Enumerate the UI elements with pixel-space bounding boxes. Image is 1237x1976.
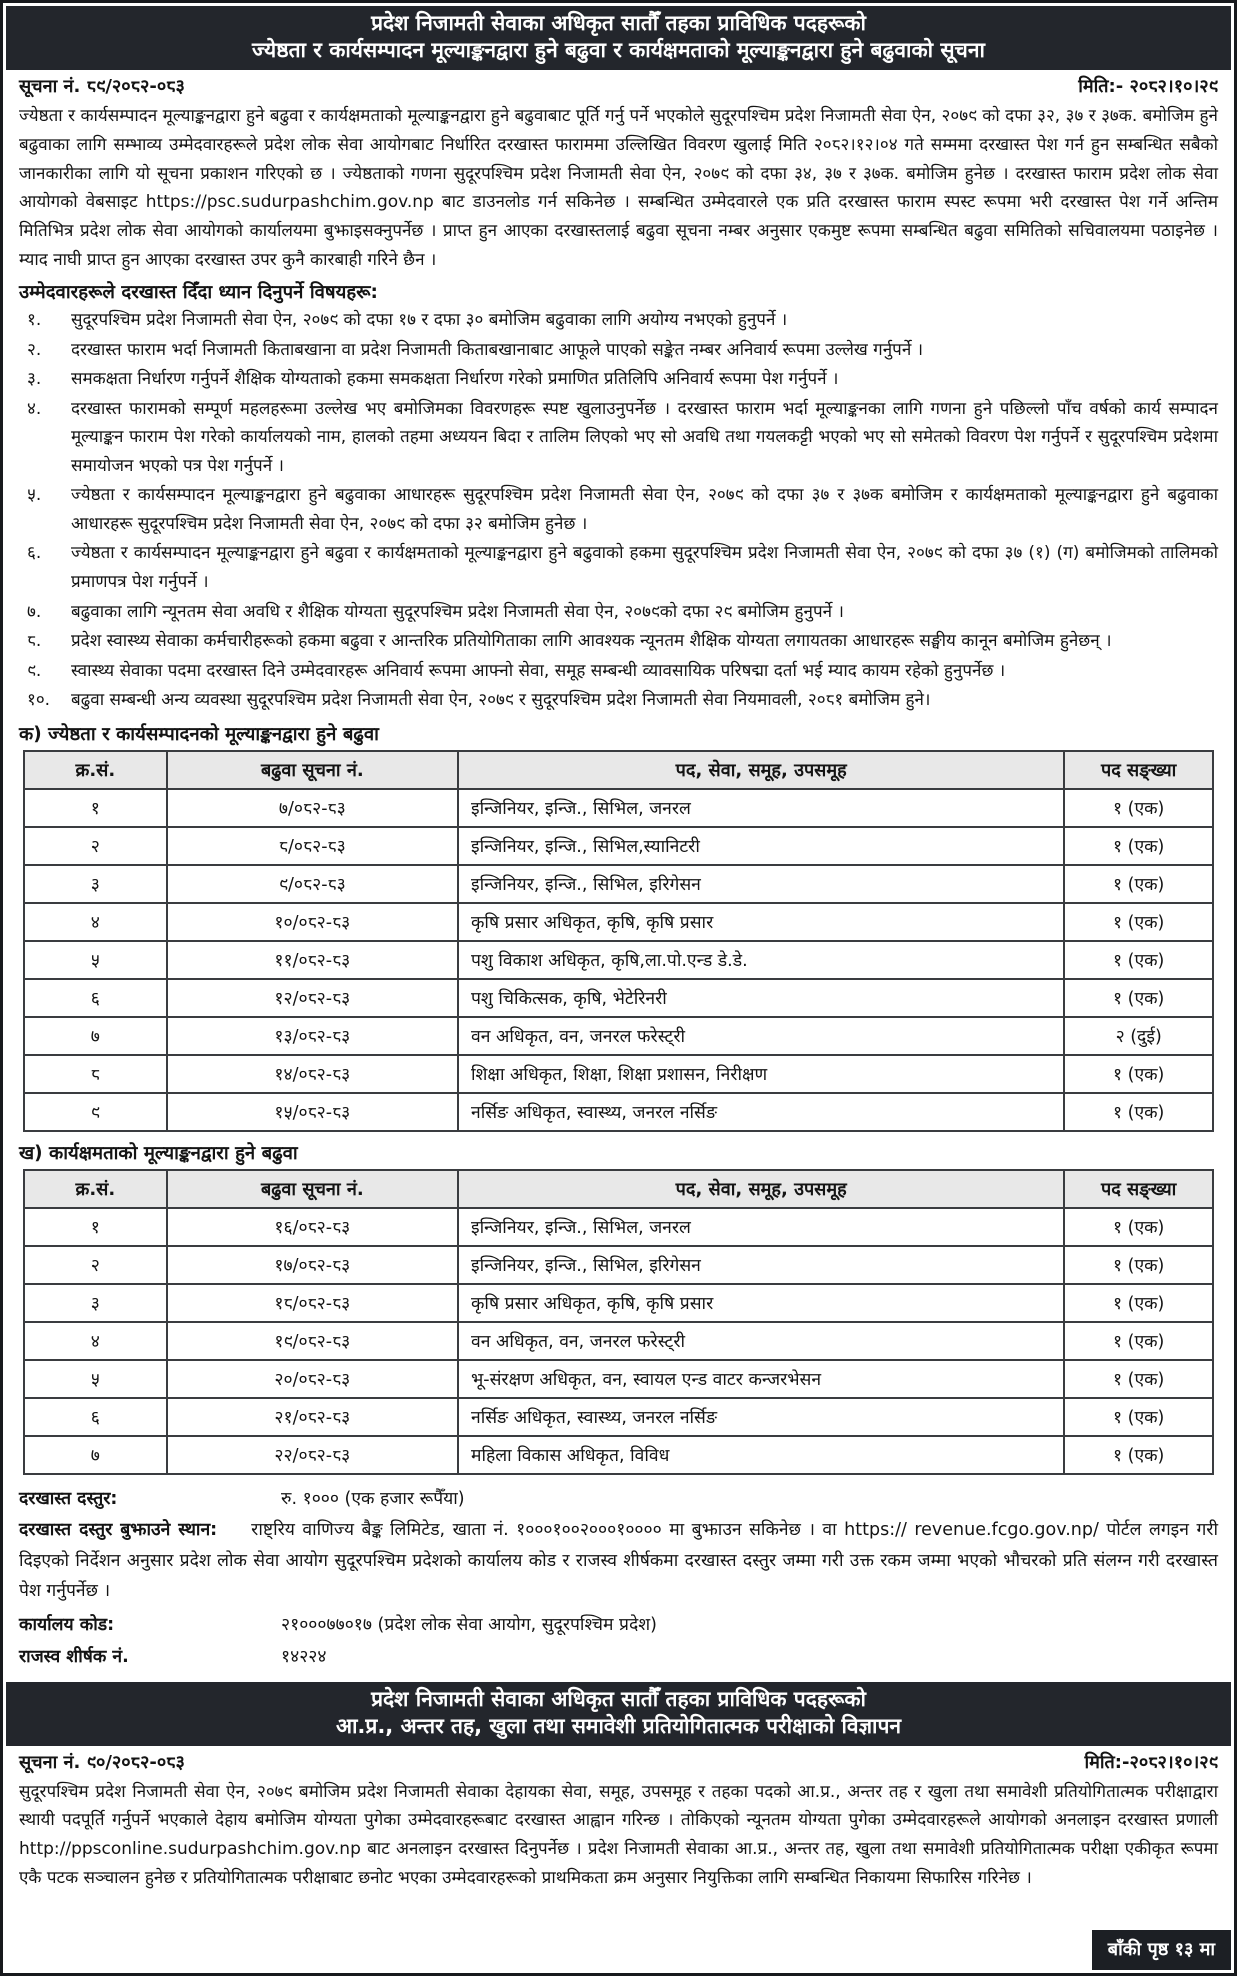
table-row — [24, 1436, 1213, 1474]
cell-position: महिला विकास अधिकृत, विविध — [458, 1436, 1064, 1474]
notice2-date: मिति:-२०८२।१०।२९ — [1084, 1751, 1218, 1773]
column-header-serial: क्र.सं. — [24, 751, 167, 789]
payment-place-label: दरखास्त दस्तुर बुझाउने स्थान: — [19, 1520, 218, 1541]
column-header-count: पद सङ्ख्या — [1064, 1170, 1213, 1208]
list-item — [19, 306, 1218, 335]
cell-position: वन अधिकृत, वन, जनरल फरेस्ट्री — [458, 1017, 1064, 1055]
cell-serial: ४ — [24, 903, 167, 941]
cell-serial: ६ — [24, 979, 167, 1017]
notice2-banner-line1: प्रदेश निजामती सेवाका अधिकृत सातौँ तहका प्राविधिक पदहरूको — [371, 1686, 866, 1711]
cell-serial: २ — [24, 1246, 167, 1284]
cell-serial: ३ — [24, 1284, 167, 1322]
table-header-row — [24, 751, 1213, 789]
cell-notice-no: १६/०८२-८३ — [167, 1208, 458, 1246]
cell-notice-no: ९/०८२-८३ — [167, 865, 458, 903]
notice1-banner — [6, 6, 1231, 70]
cell-notice-no: १०/०८२-८३ — [167, 903, 458, 941]
table-row — [24, 1246, 1213, 1284]
attention-heading: उम्मेदवारहरूले दरखास्त दिँदा ध्यान दिनुपर्ने विषयहरू: — [19, 282, 378, 304]
cell-count: १ (एक) — [1064, 903, 1213, 941]
table-row — [24, 979, 1213, 1017]
notice1-date: मिति:- २०८२।१०।२९ — [1078, 75, 1218, 97]
cell-position: नर्सिङ अधिकृत, स्वास्थ्य, जनरल नर्सिङ — [458, 1398, 1064, 1436]
column-header-notice-no: बढुवा सूचना नं. — [167, 751, 458, 789]
cell-notice-no: १७/०८२-८३ — [167, 1246, 458, 1284]
capability-promotion-table — [23, 1169, 1214, 1475]
office-code-label: कार्यालय कोड: — [19, 1615, 115, 1635]
payment-place-value: राष्ट्रिय वाणिज्य बैङ्क लिमिटेड, खाता नं. १०००१००२०००१०००० मा बुझाउन सकिनेछ । वा https:// revenue.fcgo.gov.np/ पोर्टल लगइन गरी दिइएको निर्देशन अनुसार प्रदेश लोक सेवा आयोग सुदूरपश्चिम प्रदेशको कार्यालय कोड र राजस्व शीर्षकमा दरखास्त दस्तुर जम्मा गरी उक्त रकम जम्मा भएको भौचरको प्रति संलग्न गरी दरखास्त पेश गर्नुपर्नेछ । — [19, 1520, 1218, 1602]
cell-position: भू-संरक्षण अधिकृत, वन, स्वायल एन्ड वाटर कन्जरभेसन — [458, 1360, 1064, 1398]
cell-notice-no: २२/०८२-८३ — [167, 1436, 458, 1474]
cell-position: पशु विकाश अधिकृत, कृषि,ला.पो.एन्ड डे.डे. — [458, 941, 1064, 979]
notice2-meta — [19, 1750, 1218, 1774]
list-item-number: ७. — [27, 601, 42, 622]
list-item-number: ३. — [27, 369, 42, 390]
table-row — [24, 903, 1213, 941]
cell-serial: ३ — [24, 865, 167, 903]
cell-count: १ (एक) — [1064, 789, 1213, 827]
cell-notice-no: १३/०८२-८३ — [167, 1017, 458, 1055]
list-item-number: ६. — [27, 543, 42, 564]
cell-count: १ (एक) — [1064, 1436, 1213, 1474]
list-item-number: ४. — [27, 398, 42, 419]
list-item-number: १. — [27, 310, 42, 331]
cell-count: १ (एक) — [1064, 1208, 1213, 1246]
seniority-promotion-table — [23, 750, 1214, 1132]
column-header-notice-no: बढुवा सूचना नं. — [167, 1170, 458, 1208]
notice2-banner — [6, 1682, 1231, 1746]
cell-position: इन्जिनियर, इन्जि., सिभिल,स्यानिटरी — [458, 827, 1064, 865]
cell-serial: ७ — [24, 1436, 167, 1474]
list-item-number: ८. — [27, 631, 42, 652]
notice2-number: सूचना नं. ९०/२०८२-०८३ — [19, 1751, 185, 1773]
cell-count: १ (एक) — [1064, 979, 1213, 1017]
cell-position: शिक्षा अधिकृत, शिक्षा, शिक्षा प्रशासन, निरीक्षण — [458, 1055, 1064, 1093]
cell-notice-no: १४/०८२-८३ — [167, 1055, 458, 1093]
list-item — [19, 598, 1218, 627]
list-item-number: ९. — [27, 660, 42, 681]
cell-count: १ (एक) — [1064, 827, 1213, 865]
cell-position: नर्सिङ अधिकृत, स्वास्थ्य, जनरल नर्सिङ — [458, 1093, 1064, 1131]
table-row — [24, 1398, 1213, 1436]
list-item — [19, 336, 1218, 365]
list-item-text: दरखास्त फाराम भर्दा निजामती किताबखाना वा प्रदेश निजामती किताबखानाबाट आफूले पाएको सङ्केत नम्बर अनिवार्य रूपमा उल्लेख गर्नुपर्ने । — [71, 339, 924, 360]
cell-notice-no: ८/०८२-८३ — [167, 827, 458, 865]
section-b-heading: ख) कार्यक्षमताको मूल्याङ्कनद्वारा हुने बढुवा — [19, 1142, 298, 1164]
table-row — [24, 1322, 1213, 1360]
cell-count: १ (एक) — [1064, 1322, 1213, 1360]
application-fee-value: रु. १००० (एक हजार रूपैँया) — [281, 1488, 465, 1509]
cell-count: १ (एक) — [1064, 1284, 1213, 1322]
cell-position: पशु चिकित्सक, कृषि, भेटेरिनरी — [458, 979, 1064, 1017]
cell-position: इन्जिनियर, इन्जि., सिभिल, इरिगेसन — [458, 865, 1064, 903]
list-item-number: ५. — [27, 485, 42, 506]
cell-position: इन्जिनियर, इन्जि., सिभिल, जनरल — [458, 789, 1064, 827]
table-header-row — [24, 1170, 1213, 1208]
list-item-text: ज्येष्ठता र कार्यसम्पादन मूल्याङ्कनद्वारा हुने बढुवाका आधारहरू सुदूरपश्चिम प्रदेश निजामती सेवा ऐन, २०७९ को दफा ३७ र ३७क बमोजिम र कार्यक्षमताको मूल्याङ्कनद्वारा हुने बढुवाका आधारहरू सुदूरपश्चिम प्रदेश निजामती सेवा ऐन, २०७९ को दफा ३२ बमोजिम हुनेछ । — [71, 485, 1218, 534]
list-item — [19, 365, 1218, 394]
revenue-head-label: राजस्व शीर्षक नं. — [19, 1647, 129, 1668]
list-item-text: ज्येष्ठता र कार्यसम्पादन मूल्याङ्कनद्वारा हुने बढुवा र कार्यक्षमताको मूल्याङ्कनद्वारा हुने बढुवाको हकमा सुदूरपश्चिम प्रदेश निजामती सेवा ऐन, २०७९ को दफा ३७ (१) (ग) बमोजिमको तालिमको प्रमाणपत्र पेश गर्नुपर्ने । — [71, 543, 1218, 593]
cell-notice-no: २१/०८२-८३ — [167, 1398, 458, 1436]
cell-serial: १ — [24, 789, 167, 827]
list-item-text: समकक्षता निर्धारण गर्नुपर्ने शैक्षिक योग्यताको हकमा समकक्षता निर्धारण गरेको प्रमाणित प्रतिलिपि अनिवार्य रूपमा पेश गर्नुपर्ने । — [71, 369, 839, 390]
cell-notice-no: ११/०८२-८३ — [167, 941, 458, 979]
list-item-text: सुदूरपश्चिम प्रदेश निजामती सेवा ऐन, २०७९ को दफा १७ र दफा ३० बमोजिम बढुवाका लागि अयोग्य नभएको हुनुपर्ने । — [71, 310, 788, 331]
notice2-body-paragraph: सुदूरपश्चिम प्रदेश निजामती सेवा ऐन, २०७९ बमोजिम प्रदेश निजामती सेवाका देहायका सेवा, समूह, उपसमूह र तहका पदको आ.प्र., अन्तर तह र खुला तथा समावेशी प्रतियोगितात्मक परीक्षाद्वारा स्थायी पदपूर्ति गर्नुपर्ने भएकाले देहाय बमोजिम योग्यता पुगेका उम्मेदवारहरूबाट दरखास्त आह्वान गरिन्छ । तोकिएको न्यूनतम योग्यता पुगेका उम्मेदवारहरूले आयोगको अनलाइन दरखास्त प्रणाली http://ppsconline.sudurpashchim.gov.np बाट अनलाइन दरखास्त दिनुपर्नेछ । प्रदेश निजामती सेवाका आ.प्र., अन्तर तह, खुला तथा समावेशी प्रतियोगितात्मक परीक्षा एकीकृत रूपमा एकै पटक सञ्चालन हुनेछ र प्रतियोगितात्मक परीक्षाबाट छनोट भएका उम्मेदवारहरूको प्राथमिकता क्रम अनुसार नियुक्तिका लागि सम्बन्धित निकायमा सिफारिस गरिनेछ । — [19, 1781, 1218, 1889]
revenue-head-row — [19, 1641, 1218, 1673]
cell-serial: १ — [24, 1208, 167, 1246]
notice1-meta — [19, 74, 1218, 98]
cell-serial: ४ — [24, 1322, 167, 1360]
table-row — [24, 827, 1213, 865]
list-item — [19, 481, 1218, 538]
cell-notice-no: ७/०८२-८३ — [167, 789, 458, 827]
cell-count: १ (एक) — [1064, 941, 1213, 979]
table-row — [24, 1017, 1213, 1055]
section-a-heading: क) ज्येष्ठता र कार्यसम्पादनको मूल्याङ्कनद्वारा हुने बढुवा — [19, 723, 379, 745]
application-fee-label: दरखास्त दस्तुर: — [19, 1488, 118, 1509]
cell-serial: ९ — [24, 1093, 167, 1131]
column-header-count: पद सङ्ख्या — [1064, 751, 1213, 789]
cell-serial: ८ — [24, 1055, 167, 1093]
continued-page-badge: बाँकी पृष्ठ १३ मा — [1092, 1930, 1231, 1970]
list-item-text: प्रदेश स्वास्थ्य सेवाका कर्मचारीहरूको हकमा बढुवा र आन्तरिक प्रतियोगिताका लागि आवश्यक न्यूनतम शैक्षिक योग्यता लगायतका आधारहरू सङ्घीय कानून बमोजिम हुनेछन् । — [71, 631, 1112, 652]
cell-serial: ५ — [24, 941, 167, 979]
list-item — [19, 539, 1218, 596]
table-row — [24, 1360, 1213, 1398]
table-row — [24, 1208, 1213, 1246]
list-item-text: बढुवा सम्बन्धी अन्य व्यवस्था सुदूरपश्चिम प्रदेश निजामती सेवा ऐन, २०७९ र सुदूरपश्चिम प्रदेश निजामती सेवा नियमावली, २०८१ बमोजिम हुने। — [71, 690, 931, 711]
list-item — [19, 395, 1218, 481]
list-item-number: १०. — [27, 690, 51, 711]
cell-position: कृषि प्रसार अधिकृत, कृषि, कृषि प्रसार — [458, 903, 1064, 941]
cell-notice-no: २०/०८२-८३ — [167, 1360, 458, 1398]
list-item — [19, 686, 1218, 715]
cell-count: १ (एक) — [1064, 1093, 1213, 1131]
table-row — [24, 1284, 1213, 1322]
revenue-head-value: १४२२४ — [281, 1647, 327, 1668]
cell-position: इन्जिनियर, इन्जि., सिभिल, इरिगेसन — [458, 1246, 1064, 1284]
cell-serial: ५ — [24, 1360, 167, 1398]
table-row — [24, 1093, 1213, 1131]
notice1-banner-line1: प्रदेश निजामती सेवाका अधिकृत सातौँ तहका प्राविधिक पदहरूको — [371, 11, 866, 35]
cell-notice-no: १८/०८२-८३ — [167, 1284, 458, 1322]
list-item — [19, 627, 1218, 656]
application-fee-row — [19, 1483, 1218, 1515]
column-header-position: पद, सेवा, समूह, उपसमूह — [458, 1170, 1064, 1208]
notice1-intro-paragraph: ज्येष्ठता र कार्यसम्पादन मूल्याङ्कनद्वारा हुने बढुवा र कार्यक्षमताको मूल्याङ्कनद्वारा हुने बढुवाबाट पूर्ति गर्नु पर्ने भएकोले सुदूरपश्चिम प्रदेश निजामती सेवा ऐन, २०७९ को दफा ३२, ३७ र ३७क. बमोजिम हुने बढुवाका लागि सम्भाव्य उम्मेदवारहरूले प्रदेश लोक सेवा आयोगबाट निर्धारित दरखास्त फाराममा उल्लिखित विवरण खुलाई मिति २०८२।१२।०४ गते सम्ममा दरखास्त पेश गर्न हुन सम्बन्धित सबैको जानकारीका लागि यो सूचना प्रकाशन गरिएको छ । ज्येष्ठताको गणना सुदूरपश्चिम प्रदेश निजामती सेवा ऐन, २०७९ को दफा ३४, ३७ र ३७क. बमोजिम हुनेछ । दरखास्त फाराम प्रदेश लोक सेवा आयोगको वेबसाइट https://psc.sudurpashchim.gov.np बाट डाउनलोड गर्न सकिनेछ । सम्बन्धित उम्मेदवारले एक प्रति दरखास्त फाराम स्पस्ट रूपमा भरी दरखास्त पेश गर्ने अन्तिम मितिभित्र प्रदेश लोक सेवा आयोगको कार्यालयमा बुझाइसक्नुपर्नेछ । प्राप्त हुन आएका दरखास्तलाई बढुवा सूचना नम्बर अनुसार एकमुष्ट रूपमा सम्बन्धित बढुवा समितिको सचिवालयमा पठाइनेछ । म्याद नाघी प्राप्त हुन आएका दरखास्त उपर कुनै कारबाही गरिने छैन । — [19, 105, 1218, 271]
cell-position: वन अधिकृत, वन, जनरल फरेस्ट्री — [458, 1322, 1064, 1360]
notice1-banner-line2: ज्येष्ठता र कार्यसम्पादन मूल्याङ्कनद्वारा हुने बढुवा र कार्यक्षमताको मूल्याङ्कनद्वारा हुने बढुवाको सूचना — [252, 37, 985, 62]
cell-count: १ (एक) — [1064, 1055, 1213, 1093]
list-item-text: स्वास्थ्य सेवाका पदमा दरखास्त दिने उम्मेदवारहरू अनिवार्य रूपमा आफ्नो सेवा, समूह सम्बन्धी व्यावसायिक परिषद्मा दर्ता भई म्याद कायम रहेको हुनुपर्नेछ । — [71, 660, 1006, 681]
notice1-number: सूचना नं. ८९/२०८२-०८३ — [19, 75, 185, 97]
cell-serial: २ — [24, 827, 167, 865]
cell-notice-no: १९/०८२-८३ — [167, 1322, 458, 1360]
cell-serial: ७ — [24, 1017, 167, 1055]
list-item — [19, 657, 1218, 686]
cell-serial: ६ — [24, 1398, 167, 1436]
table-row — [24, 865, 1213, 903]
cell-count: १ (एक) — [1064, 1246, 1213, 1284]
cell-notice-no: १५/०८२-८३ — [167, 1093, 458, 1131]
cell-count: १ (एक) — [1064, 865, 1213, 903]
cell-position: कृषि प्रसार अधिकृत, कृषि, कृषि प्रसार — [458, 1284, 1064, 1322]
list-item-text: बढुवाका लागि न्यूनतम सेवा अवधि र शैक्षिक योग्यता सुदूरपश्चिम प्रदेश निजामती सेवा ऐन, २०७९को दफा २९ बमोजिम हुनुपर्ने । — [71, 601, 844, 622]
cell-count: १ (एक) — [1064, 1398, 1213, 1436]
cell-count: १ (एक) — [1064, 1360, 1213, 1398]
column-header-position: पद, सेवा, समूह, उपसमूह — [458, 751, 1064, 789]
table-row — [24, 789, 1213, 827]
cell-position: इन्जिनियर, इन्जि., सिभिल, जनरल — [458, 1208, 1064, 1246]
table-row — [24, 1055, 1213, 1093]
payment-place-row — [19, 1515, 1218, 1607]
attention-points-list — [19, 306, 1218, 715]
cell-count: २ (दुई) — [1064, 1017, 1213, 1055]
office-code-value: २१०००७७०१७ (प्रदेश लोक सेवा आयोग, सुदूरपश्चिम प्रदेश) — [281, 1615, 658, 1635]
cell-notice-no: १२/०८२-८३ — [167, 979, 458, 1017]
table-row — [24, 941, 1213, 979]
notice2-banner-line2: आ.प्र., अन्तर तह, खुला तथा समावेशी प्रतियोगितात्मक परीक्षाको विज्ञापन — [335, 1713, 902, 1738]
column-header-serial: क्र.सं. — [24, 1170, 167, 1208]
office-code-row — [19, 1609, 1218, 1641]
list-item-number: २. — [27, 339, 42, 360]
list-item-text: दरखास्त फारामको सम्पूर्ण महलहरूमा उल्लेख भए बमोजिमका विवरणहरू स्पष्ट खुलाउनुपर्नेछ । दरखास्त फाराम भर्दा मूल्याङ्कनका लागि गणना हुने पछिल्लो पाँच वर्षको कार्य सम्पादन मूल्याङ्कन फाराम पेश गरेको कार्यालयको नाम, हालको तहमा अध्ययन बिदा र तालिम लिएको भए सो अवधि तथा गयलकट्टी भएको भए सो समेतको विवरण पेश गर्नुपर्ने र सुदूरपश्चिम प्रदेशमा समायोजन भएको पत्र पेश गर्नुपर्ने । — [71, 398, 1218, 476]
